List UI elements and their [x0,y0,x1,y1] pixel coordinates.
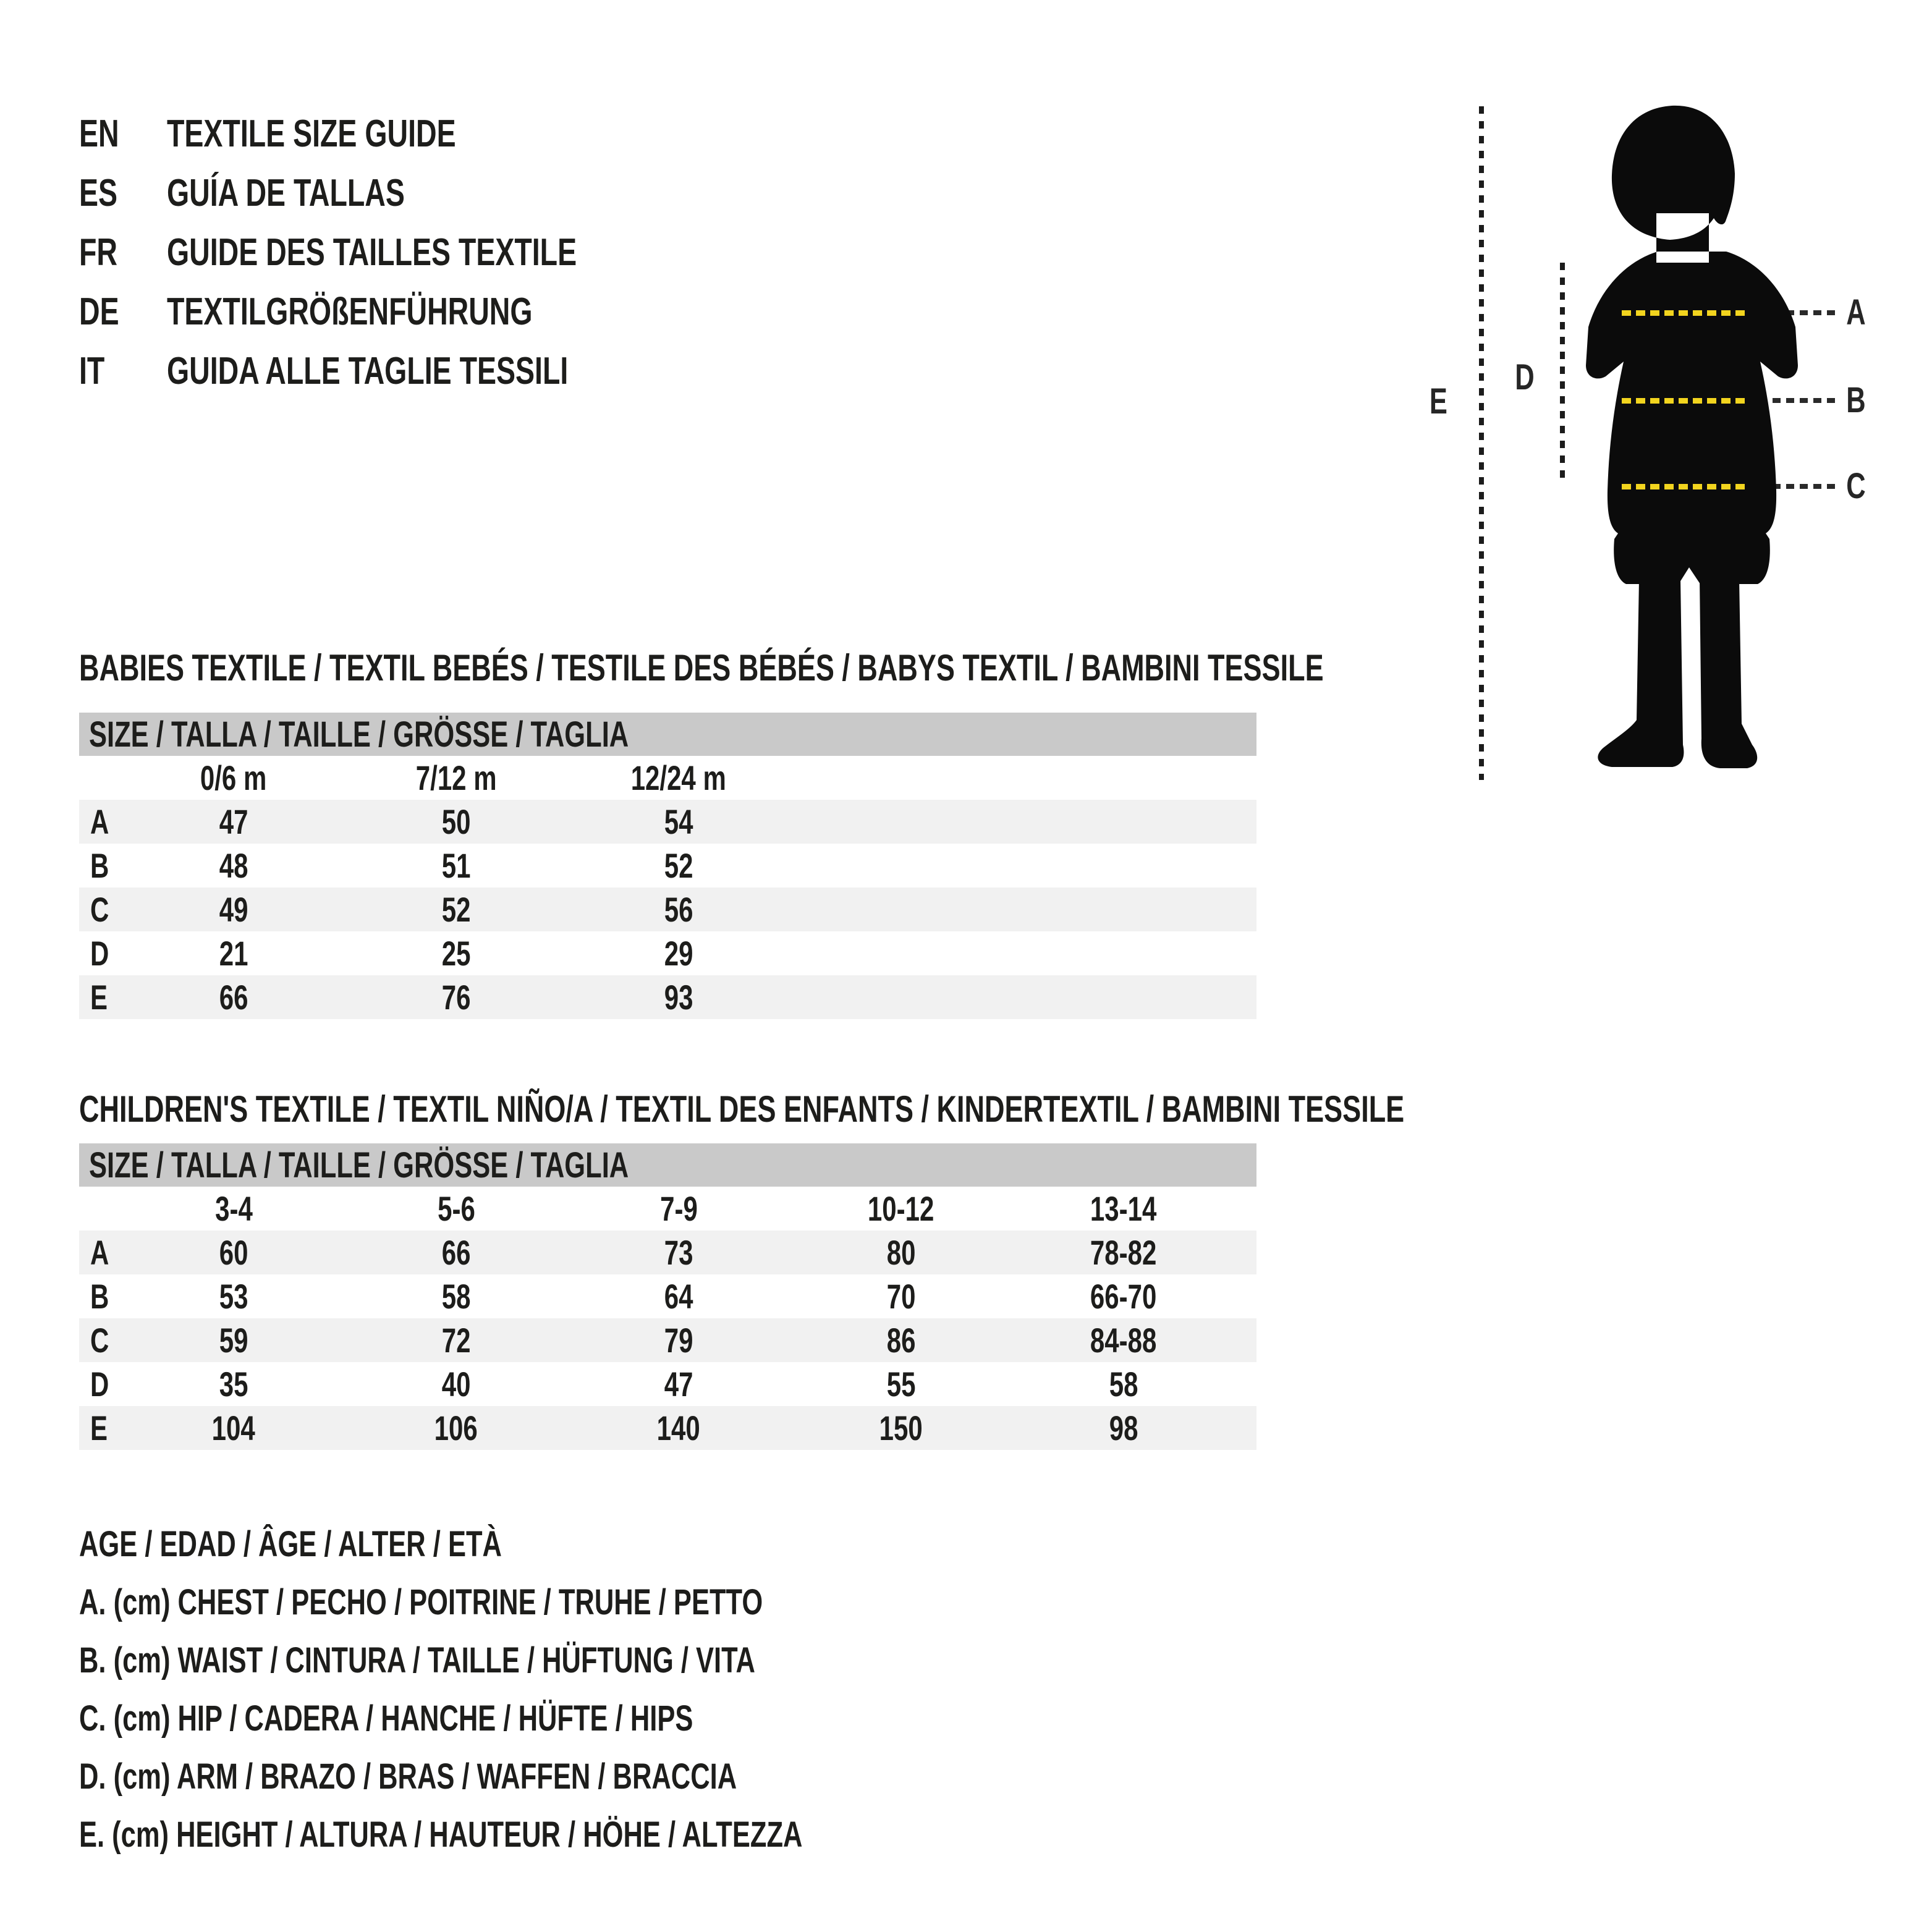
hip-dash-yellow-c [1622,484,1745,489]
row-label: A [90,802,109,841]
table-row [79,888,1256,931]
legend-hip: C. (cm) HIP / CADERA / HANCHE / HÜFTE / HIPS [79,1698,693,1739]
table-row [79,1274,1256,1318]
babies-col-0-6m: 0/6 m [200,758,267,797]
language-header [79,104,713,400]
lang-code-de: DE [79,290,119,333]
table-cell: 66-70 [1090,1277,1157,1316]
waist-dash-yellow-b [1622,398,1745,404]
lang-title-fr: GUIDE DES TAILLES TEXTILE [167,231,577,274]
figure-label-e: E [1429,381,1447,422]
row-label: B [90,1277,109,1316]
babies-col-12-24m: 12/24 m [630,758,727,797]
table-cell: 47 [219,802,248,841]
table-cell: 70 [886,1277,916,1316]
children-col-3-4: 3-4 [214,1189,253,1228]
table-cell: 104 [211,1409,256,1447]
table-cell: 76 [441,978,471,1017]
children-column-header-row [79,1187,1256,1231]
legend-chest: A. (cm) CHEST / PECHO / POITRINE / TRUHE / PETTO [79,1582,763,1622]
table-cell: 59 [219,1321,248,1360]
babies-column-header-row [79,756,1256,800]
table-row [79,1318,1256,1362]
table-cell: 84-88 [1090,1321,1157,1360]
lang-title-de: TEXTILGRÖßENFÜHRUNG [167,290,533,333]
table-cell: 21 [219,934,248,973]
legend-height: E. (cm) HEIGHT / ALTURA / HAUTEUR / HÖHE / ALTEZZA [79,1814,803,1855]
table-row [79,1362,1256,1406]
legend-waist: B. (cm) WAIST / CINTURA / TAILLE / HÜFTUNG / VITA [79,1640,755,1680]
children-size-table [79,1143,1256,1450]
table-cell: 56 [664,890,693,929]
table-cell: 55 [886,1365,916,1404]
measurement-figure [1409,87,1932,803]
lang-code-es: ES [79,171,118,214]
table-cell: 66 [441,1233,471,1272]
table-row [79,1406,1256,1450]
table-cell: 35 [219,1365,248,1404]
table-cell: 150 [879,1409,923,1447]
table-cell: 52 [441,890,471,929]
lang-title-it: GUIDA ALLE TAGLIE TESSILI [167,349,569,392]
table-cell: 52 [664,846,693,885]
child-silhouette [1564,102,1916,769]
table-cell: 58 [1109,1365,1138,1404]
table-cell: 47 [664,1365,693,1404]
table-cell: 48 [219,846,248,885]
table-cell: 64 [664,1277,693,1316]
table-row [79,975,1256,1019]
babies-col-7-12m: 7/12 m [415,758,497,797]
table-cell: 72 [441,1321,471,1360]
lang-code-fr: FR [79,231,117,274]
legend-arm: D. (cm) ARM / BRAZO / BRAS / WAFFEN / BRACCIA [79,1756,737,1797]
table-cell: 73 [664,1233,693,1272]
table-cell: 25 [441,934,471,973]
lang-title-es: GUÍA DE TALLAS [167,171,405,214]
row-label: B [90,846,109,885]
table-row [79,931,1256,975]
lang-code-en: EN [79,112,119,155]
row-label: D [90,934,109,973]
children-table-header-bar: SIZE / TALLA / TAILLE / GRÖSSE / TAGLIA [79,1143,1256,1187]
table-cell: 54 [664,802,693,841]
babies-size-table [79,713,1256,1019]
table-cell: 51 [441,846,471,885]
table-row [79,800,1256,844]
lang-code-it: IT [79,349,105,392]
babies-table-header-bar: SIZE / TALLA / TAILLE / GRÖSSE / TAGLIA [79,713,1256,756]
figure-label-d: D [1515,357,1535,397]
table-row [79,844,1256,888]
table-cell: 98 [1109,1409,1138,1447]
row-label: C [90,1321,109,1360]
table-cell: 40 [441,1365,471,1404]
table-cell: 106 [434,1409,478,1447]
table-cell: 140 [656,1409,701,1447]
table-cell: 60 [219,1233,248,1272]
row-label: E [90,1409,108,1447]
table-row [79,1231,1256,1274]
figure-label-c: C [1846,466,1866,506]
row-label: A [90,1233,109,1272]
table-cell: 29 [664,934,693,973]
row-label: E [90,978,108,1017]
figure-label-b: B [1846,380,1866,420]
legend-age: AGE / EDAD / ÂGE / ALTER / ETÀ [79,1523,502,1564]
lang-row-fr [79,222,713,282]
children-col-5-6: 5-6 [437,1189,475,1228]
table-cell: 53 [219,1277,248,1316]
table-cell: 79 [664,1321,693,1360]
table-cell: 78-82 [1090,1233,1157,1272]
row-label: C [90,890,109,929]
table-cell: 93 [664,978,693,1017]
table-cell: 86 [886,1321,916,1360]
lang-row-it [79,341,713,400]
table-cell: 50 [441,802,471,841]
children-col-10-12: 10-12 [868,1189,934,1228]
table-cell: 80 [886,1233,916,1272]
children-section-title: CHILDREN'S TEXTILE / TEXTIL NIÑO/A / TEXTIL DES ENFANTS / KINDERTEXTIL / BAMBINI TESSILE [79,1088,1405,1130]
lang-row-de [79,282,713,341]
chest-dash-yellow-a [1622,310,1745,316]
babies-section-title: BABIES TEXTILE / TEXTIL BEBÉS / TESTILE DES BÉBÉS / BABYS TEXTIL / BAMBINI TESSILE [79,647,1324,688]
lang-title-en: TEXTILE SIZE GUIDE [167,112,456,155]
table-cell: 49 [219,890,248,929]
table-cell: 58 [441,1277,471,1316]
figure-label-a: A [1846,292,1866,333]
children-col-7-9: 7-9 [659,1189,698,1228]
lang-row-en [79,104,713,163]
children-col-13-14: 13-14 [1090,1189,1157,1228]
row-label: D [90,1365,109,1404]
table-cell: 66 [219,978,248,1017]
lang-row-es [79,163,713,222]
